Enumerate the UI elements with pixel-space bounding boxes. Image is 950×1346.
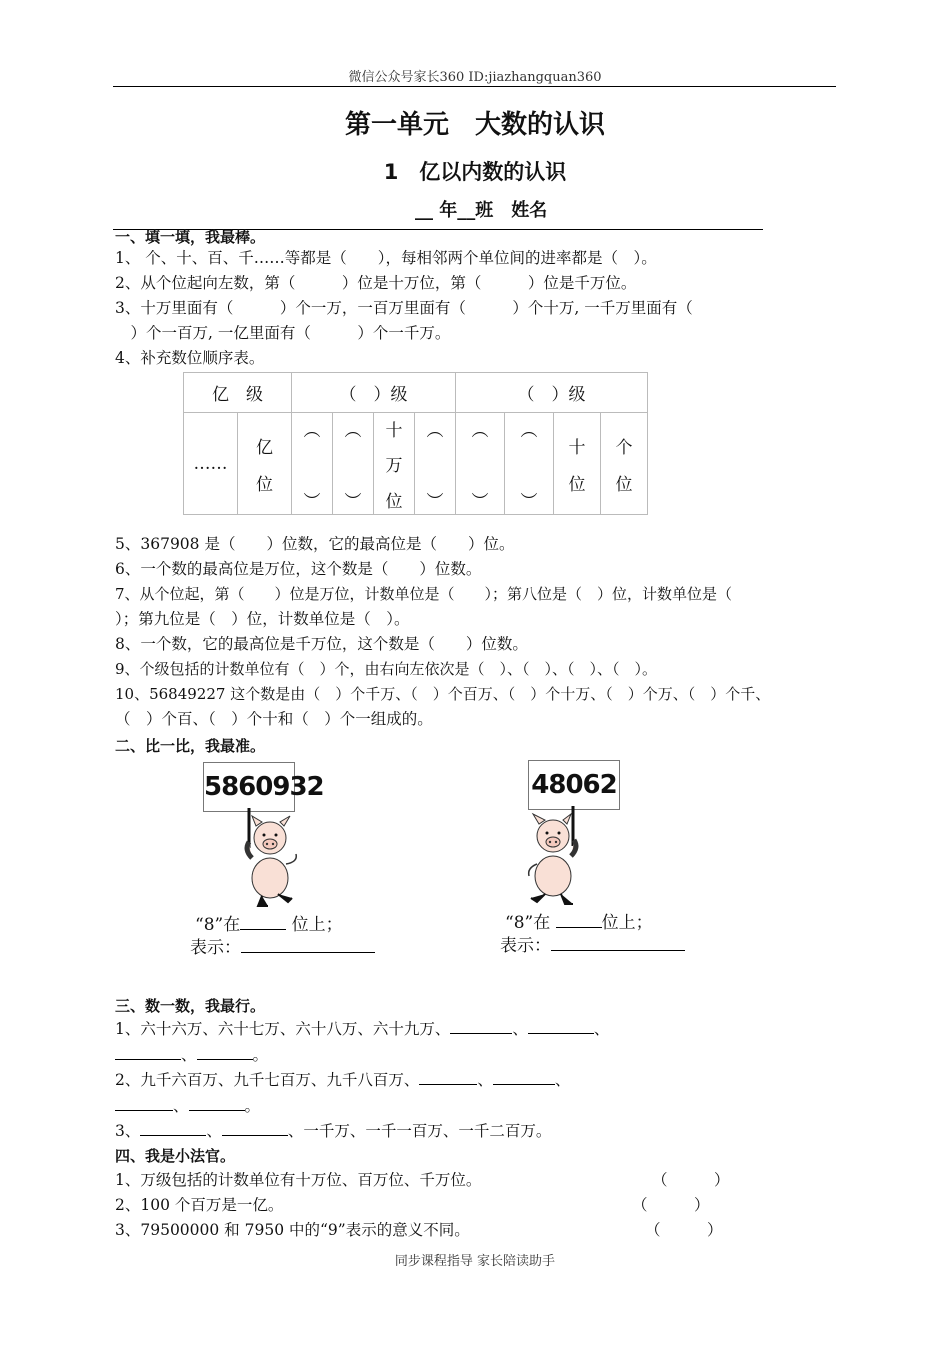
q3-1: 1、六十六万、六十七万、六十八万、六十九万、 、 、	[115, 1020, 610, 1038]
page-footer: 同步课程指导 家长陪读助手	[394, 1254, 556, 1269]
q4-2-answer: （ ）	[632, 1196, 710, 1214]
q4-1-answer: （ ）	[652, 1171, 730, 1189]
cell-blank-2: ︵ ︶	[333, 413, 374, 515]
section-2-heading: 二、比一比，我最准。	[115, 737, 266, 755]
q1-7a: 7、从个位起，第（ ）位是万位，计数单位是（ ）；第八位是（ ）位，计数单位是（	[115, 585, 733, 603]
number-sign-2: 48062	[528, 760, 620, 810]
q3-3: 3、 、 、一千万、一千一百万、一千二百万。	[115, 1122, 552, 1140]
ten-thousand-group-header: （ ）级	[292, 373, 456, 413]
class-name-line: __ 年__班 姓名	[415, 200, 548, 221]
cell-yi: 亿 位	[238, 413, 292, 515]
billion-group-header: 亿 级	[184, 373, 292, 413]
place-value-table	[183, 372, 648, 515]
section-3-heading: 三、数一数，我最行。	[115, 997, 266, 1015]
header-divider	[113, 86, 836, 87]
cell-ge: 个 位	[601, 413, 648, 515]
q3-2-cont: 、 。	[115, 1095, 260, 1117]
q1-7b: ）；第九位是（ ）位，计数单位是（ ）。	[115, 610, 410, 628]
q1-4: 4、补充数位顺序表。	[115, 349, 265, 367]
cell-blank-1: ︵ ︶	[292, 413, 333, 515]
q4-1: 1、万级包括的计数单位有十万位、百万位、千万位。	[115, 1171, 482, 1189]
cell-shiwan: 十 万 位	[374, 413, 415, 515]
q1-1: 1、 个、十、百、千……等都是（ ），每相邻两个单位间的进率都是（ ）。	[115, 249, 657, 267]
digit8-meaning-1: 表示：	[190, 937, 375, 959]
section-1-heading: 一、填一填，我最棒。	[115, 228, 266, 246]
q1-6: 6、一个数的最高位是万位，这个数是（ ）位数。	[115, 560, 482, 578]
digit8-meaning-2: 表示：	[500, 935, 685, 957]
q1-9: 9、个级包括的计数单位有（ ）个，由右向左依次是（ ）、（ ）、（ ）、（ ）。	[115, 660, 658, 678]
digit8-position-1: “8”在 位上；	[195, 915, 343, 935]
q1-5: 5、367908 是（ ）位数，它的最高位是（ ）位。	[115, 535, 515, 553]
cell-dots: ……	[184, 413, 238, 515]
pig-icon	[240, 808, 310, 912]
unit-group-header: （ ）级	[456, 373, 648, 413]
q3-1-cont: 、 。	[115, 1044, 268, 1066]
number-sign-1: 5860932	[203, 762, 295, 812]
section-4-heading: 四、我是小法官。	[115, 1147, 236, 1165]
q1-3b: ）个一百万, 一亿里面有（ ）个一千万。	[115, 324, 451, 342]
q4-3: 3、79500000 和 7950 中的“9”表示的意义不同。	[115, 1221, 470, 1239]
digit8-position-2: “8”在 位上；	[505, 913, 653, 933]
lesson-title: 1 亿以内数的认识	[383, 160, 567, 184]
q3-2: 2、九千六百万、九千七百万、九千八百万、 、 、	[115, 1071, 571, 1089]
cell-blank-3: ︵ ︶	[415, 413, 456, 515]
q1-10b: （ ）个百、（ ）个十和（ ）个一组成的。	[115, 710, 433, 728]
unit-title: 第一单元 大数的认识	[344, 110, 605, 140]
q1-10a: 10、56849227 这个数是由（ ）个千万、（ ）个百万、（ ）个十万、（ ）个万、（ ）个千、	[115, 685, 771, 703]
page-header: 微信公众号家长360 ID:jiazhangquan360	[348, 70, 602, 85]
q4-2: 2、100 个百万是一亿。	[115, 1196, 284, 1214]
cell-blank-5: ︵ ︶	[505, 413, 554, 515]
q4-3-answer: （ ）	[645, 1221, 723, 1239]
q1-8: 8、一个数，它的最高位是千万位，这个数是（ ）位数。	[115, 635, 528, 653]
q1-2: 2、从个位起向左数，第（ ）位是十万位，第（ ）位是千万位。	[115, 274, 637, 292]
pig-icon	[525, 806, 595, 910]
cell-blank-4: ︵ ︶	[456, 413, 505, 515]
q1-3a: 3、十万里面有（ ）个一万，一百万里面有（ ）个十万, 一千万里面有（	[115, 299, 693, 317]
cell-shi: 十 位	[554, 413, 601, 515]
